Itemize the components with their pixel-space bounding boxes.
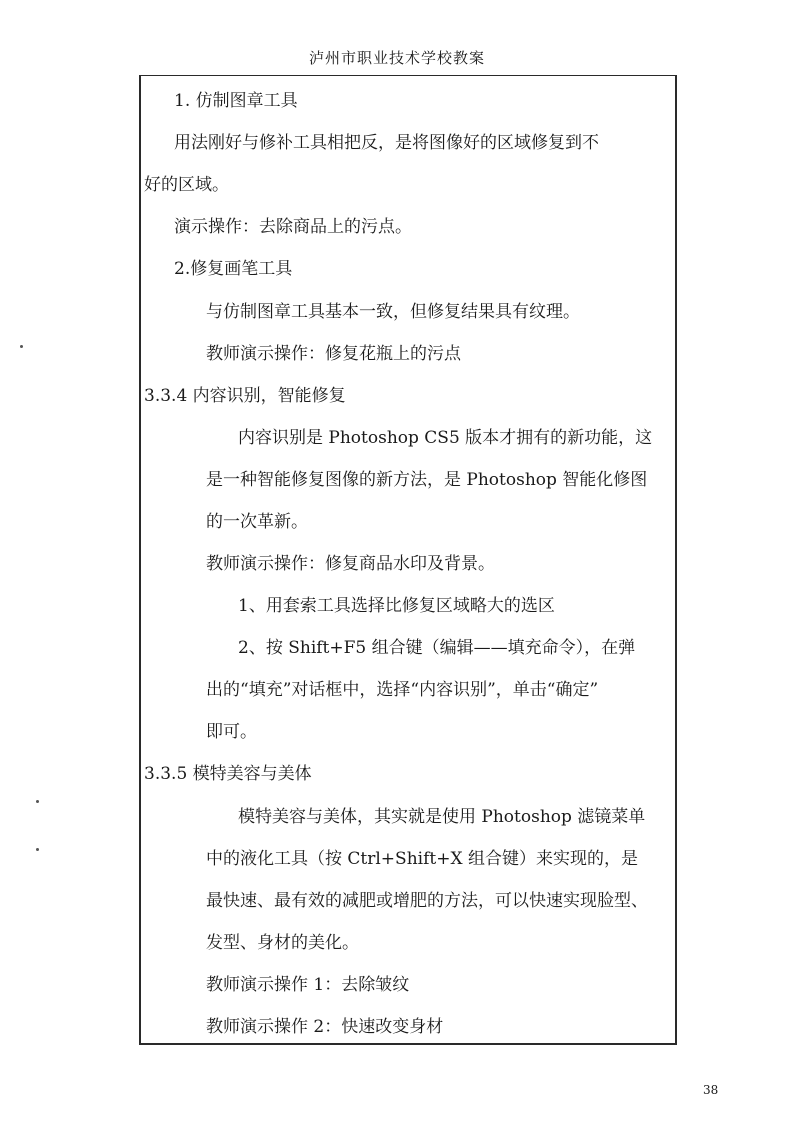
paragraph-line: 的一次革新。 xyxy=(206,512,308,532)
paragraph-line: 出的“填充”对话框中，选择“内容识别”，单击“确定” xyxy=(206,680,599,700)
paragraph-line: 发型、身材的美化。 xyxy=(206,933,359,953)
scan-speck xyxy=(20,345,23,348)
paragraph-line: 教师演示操作：修复商品水印及背景。 xyxy=(206,554,495,574)
paragraph-line: 中的液化工具（按 Ctrl+Shift+X 组合键）来实现的，是 xyxy=(206,849,638,869)
paragraph-line: 是一种智能修复图像的新方法，是 Photoshop 智能化修图 xyxy=(206,470,648,490)
heading-content-aware: 3.3.4 内容识别，智能修复 xyxy=(144,386,346,406)
paragraph-line: 与仿制图章工具基本一致，但修复结果具有纹理。 xyxy=(206,302,580,322)
paragraph-line: 2、按 Shift+F5 组合键（编辑——填充命令），在弹 xyxy=(238,638,636,658)
paragraph-line: 演示操作：去除商品上的污点。 xyxy=(174,217,412,237)
page-header: 泸州市职业技术学校教案 xyxy=(308,49,485,67)
paragraph-line: 教师演示操作 2：快速改变身材 xyxy=(206,1017,444,1037)
paragraph-line: 用法刚好与修补工具相把反，是将图像好的区域修复到不 xyxy=(174,133,599,153)
heading-model-beauty: 3.3.5 模特美容与美体 xyxy=(144,764,312,784)
paragraph-line: 内容识别是 Photoshop CS5 版本才拥有的新功能，这 xyxy=(238,428,653,448)
heading-healing-brush: 2.修复画笔工具 xyxy=(174,259,293,279)
paragraph-line: 教师演示操作：修复花瓶上的污点 xyxy=(206,344,461,364)
scan-speck xyxy=(36,848,39,851)
paragraph-line: 即可。 xyxy=(206,722,257,742)
page-number: 38 xyxy=(703,1083,719,1097)
paragraph-line: 1、用套索工具选择比修复区域略大的选区 xyxy=(238,596,555,616)
paragraph-line: 教师演示操作 1：去除皱纹 xyxy=(206,975,410,995)
paragraph-line: 最快速、最有效的减肥或增肥的方法，可以快速实现脸型、 xyxy=(206,891,648,911)
heading-clone-stamp: 1. 仿制图章工具 xyxy=(174,91,298,111)
paragraph-line: 模特美容与美体，其实就是使用 Photoshop 滤镜菜单 xyxy=(238,807,646,827)
paragraph-line: 好的区域。 xyxy=(144,175,229,195)
scan-speck xyxy=(36,800,39,803)
